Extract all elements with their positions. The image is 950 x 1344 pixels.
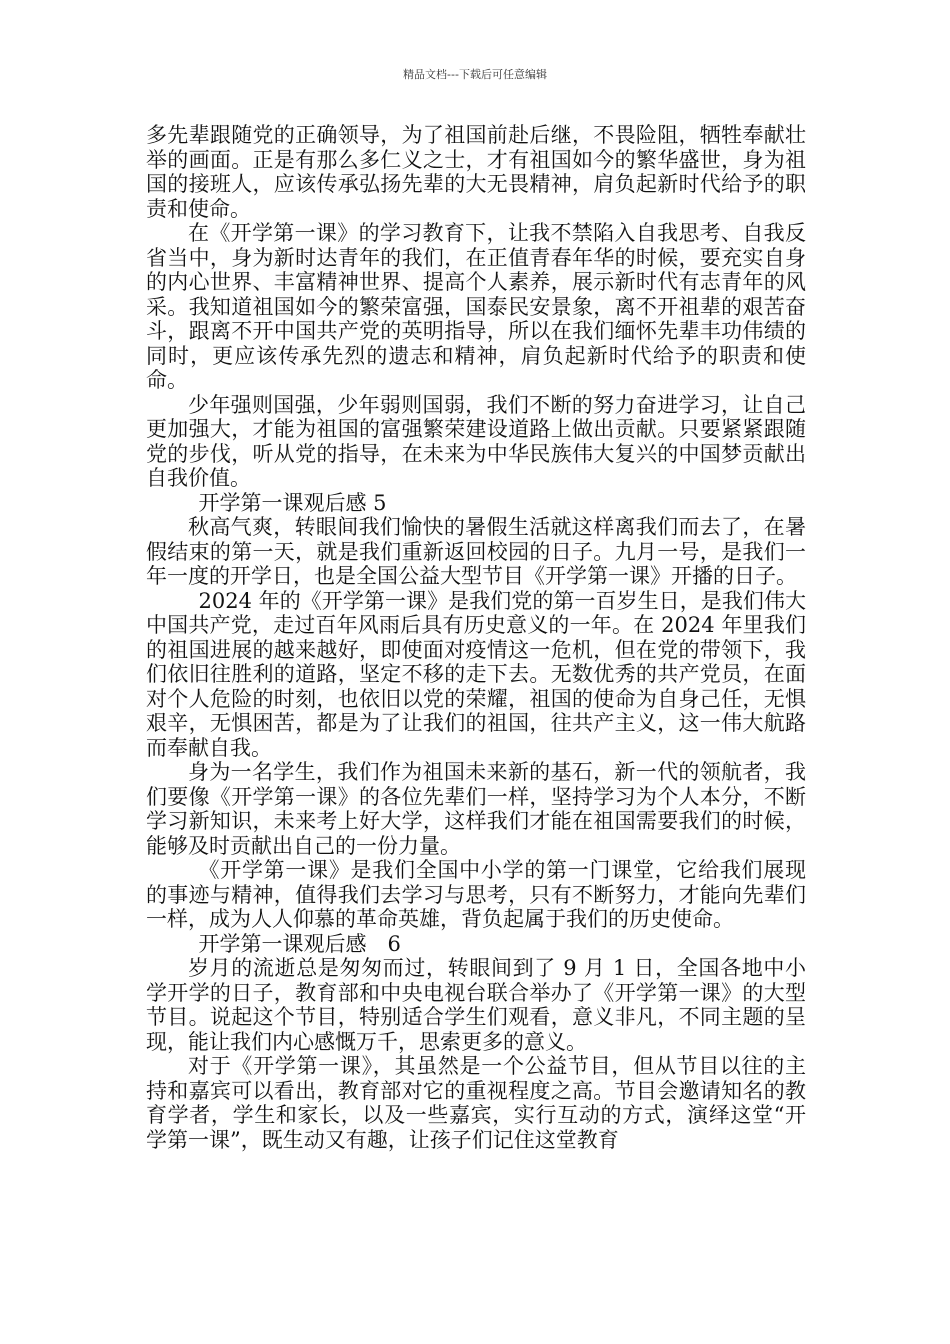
paragraph: 岁月的流逝总是匆匆而过，转眼间到了 9 月 1 日，全国各地中小学开学的日子，教育部和中央电视台联合举办了《开学第一课》的大型节目。说起这个节目，特别适合学生们观看，意义非凡，不同主题的呈现，能让我们内心感慨万千，思索更多的意义。 (146, 956, 806, 1054)
document-body (146, 123, 806, 1152)
paragraph: 在《开学第一课》的学习教育下，让我不禁陷入自我思考、自我反省当中，身为新时达青年的我们，在正值青春年华的时候，要充实自身的内心世界、丰富精神世界、提高个人素养，展示新时代有志青年的风采。我知道祖国如今的繁荣富强，国泰民安景象，离不开祖辈的艰苦奋斗，跟离不开中国共产党的英明指导，所以在我们缅怀先辈丰功伟绩的同时，更应该传承先烈的遗志和精神，肩负起新时代给予的职责和使命。 (146, 221, 806, 392)
section-heading: 开学第一课观后感 5 (198, 490, 387, 515)
section-heading: 开学第一课观后感 6 (198, 931, 401, 956)
paragraph: 对于《开学第一课》，其虽然是一个公益节目，但从节目以往的主持和嘉宾可以看出，教育部对它的重视程度之高。节目会邀请知名的教育学者，学生和家长，以及一些嘉宾，实行互动的方式，演绎这堂“开学第一课”，既生动又有趣，让孩子们记住这堂教育 (146, 1054, 806, 1152)
paragraph: 2024 年的《开学第一课》是我们党的第一百岁生日，是我们伟大中国共产党，走过百年风雨后具有历史意义的一年。在 2024 年里我们的祖国进展的越来越好，即使面对疫情这一危机，但在党的带领下，我们依旧往胜利的道路，坚定不移的走下去。无数优秀的共产党员，在面对个人危险的时刻，也依旧以党的荣耀，祖国的使命为自身己任，无惧艰辛，无惧困苦，都是为了让我们的祖国，往共产主义，这一伟大航路而奉献自我。 (146, 588, 806, 760)
paragraph: 少年强则国强，少年弱则国弱，我们不断的努力奋进学习，让自己更加强大，才能为祖国的富强繁荣建设道路上做出贡献。只要紧紧跟随党的步伐，听从党的指导，在未来为中华民族伟大复兴的中国梦贡献出自我价值。 (146, 392, 806, 490)
paragraph: 秋高气爽，转眼间我们愉快的暑假生活就这样离我们而去了，在暑假结束的第一天，就是我们重新返回校园的日子。九月一号，是我们一年一度的开学日，也是全国公益大型节目《开学第一课》开播的日子。 (146, 515, 806, 588)
paragraph: 《开学第一课》是我们全国中小学的第一门课堂，它给我们展现的事迹与精神，值得我们去学习与思考，只有不断努力，才能向先辈们一样，成为人人仰慕的革命英雄，背负起属于我们的历史使命。 (146, 858, 806, 931)
paragraph: 身为一名学生，我们作为祖国未来新的基石，新一代的领航者，我们要像《开学第一课》的各位先辈们一样，坚持学习为个人本分，不断学习新知识，未来考上好大学，这样我们才能在祖国需要我们的时候，能够及时贡献出自己的一份力量。 (146, 760, 806, 858)
header-note: 精品文档---下载后可任意编辑 (403, 68, 547, 81)
paragraph: 多先辈跟随党的正确领导，为了祖国前赴后继，不畏险阻，牺牲奉献壮举的画面。正是有那么多仁义之士，才有祖国如今的繁华盛世，身为祖国的接班人，应该传承弘扬先辈的大无畏精神，肩负起新时代给予的职责和使命。 (146, 123, 806, 221)
